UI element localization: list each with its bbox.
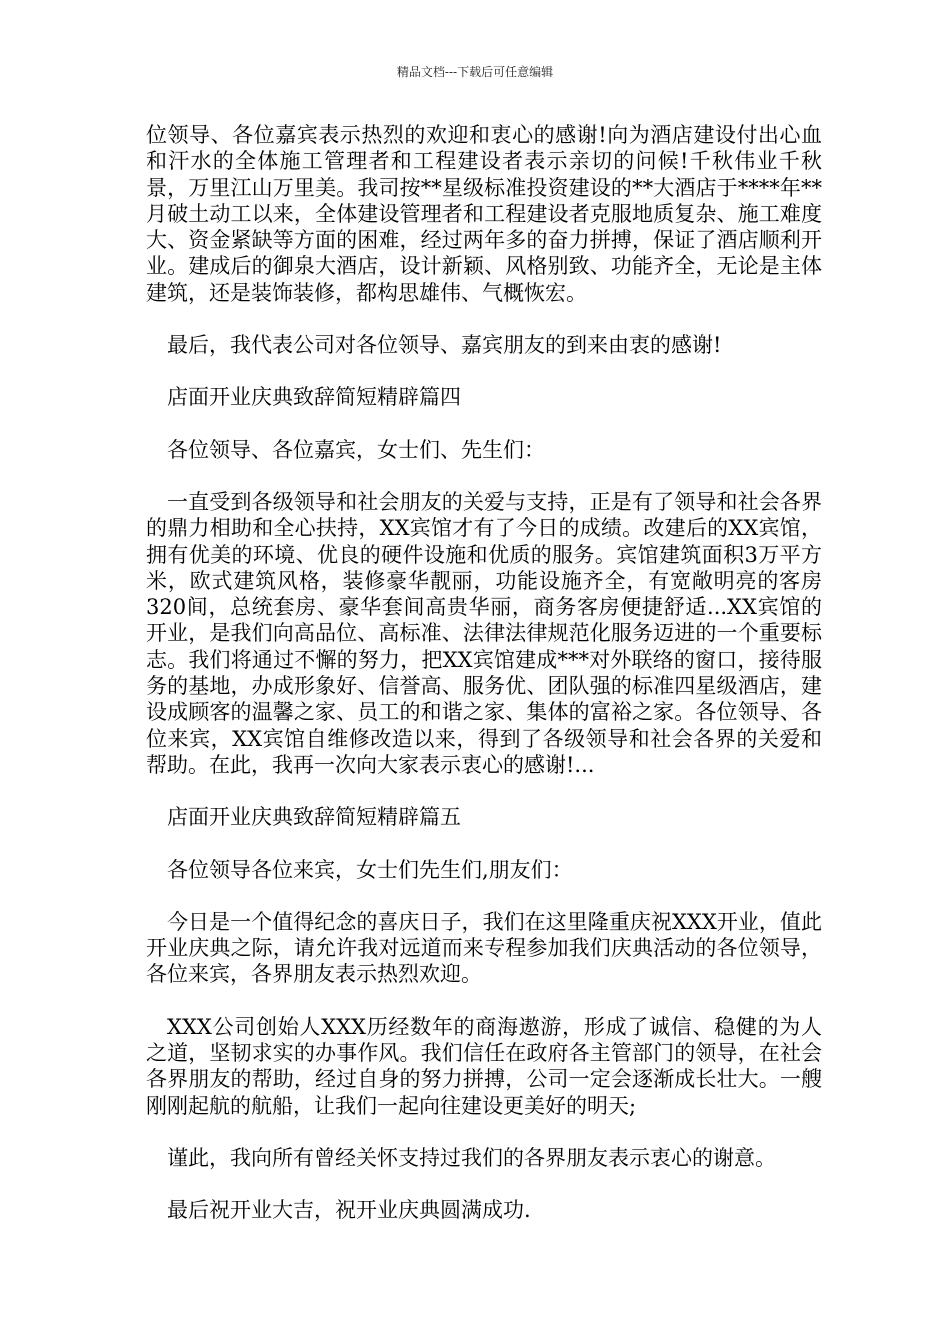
paragraph-final-wishes: 最后祝开业大吉，祝开业庆典圆满成功. — [167, 1198, 531, 1223]
document-body — [146, 122, 822, 1250]
paragraph-closing-thanks: 最后，我代表公司对各位领导、嘉宾朋友的到来由衷的感谢! — [167, 333, 722, 358]
section-heading-part-four: 店面开业庆典致辞简短精辟篇四 — [167, 385, 461, 410]
paragraph-greeting-four: 各位领导、各位嘉宾，女士们、先生们： — [167, 437, 545, 462]
page-header: 精品文档---下载后可任意编辑 — [396, 65, 554, 79]
paragraph-gratitude: 谨此，我向所有曾经关怀支持过我们的各界朋友表示衷心的谢意。 — [167, 1145, 776, 1170]
paragraph-celebration-welcome: 今日是一个值得纪念的喜庆日子，我们在这里隆重庆祝XXX开业，值此开业庆典之际，请允许我对远道而来专程参加我们庆典活动的各位领导，各位来宾，各界朋友表示热烈欢迎。 — [146, 909, 822, 987]
paragraph-opening-continuation: 位领导、各位嘉宾表示热烈的欢迎和衷心的感谢!向为酒店建设付出心血和汗水的全体施工管理者和工程建设者表示亲切的问候!千秋伟业千秋景，万里江山万里美。我司按**星级标准投资建设的**大酒店于****年**月破土动工以来，全体建设管理者和工程建设者克服地质复杂、施工难度大、资金紧缺等方面的困难，经过两年多的奋力拼搏，保证了酒店顺利开业。建成后的御泉大酒店，设计新颖、风格别致、功能齐全，无论是主体建筑，还是装饰装修，都构思雄伟、气概恢宏。 — [146, 123, 822, 305]
paragraph-hotel-speech: 一直受到各级领导和社会朋友的关爱与支持，正是有了领导和社会各界的鼎力相助和全心扶持，XX宾馆才有了今日的成绩。改建后的XX宾馆，拥有优美的环境、优良的硬件设施和优质的服务。宾馆建筑面积3万平方米，欧式建筑风格，装修豪华靓丽，功能设施齐全，有宽敞明亮的客房320间，总统套房、豪华套间高贵华丽，商务客房便捷舒适...XX宾馆的开业，是我们向高品位、高标准、法律法律规范化服务迈进的一个重要标志。我们将通过不懈的努力，把XX宾馆建成***对外联络的窗口，接待服务的基地，办成形象好、信誉高、服务优、团队强的标准四星级酒店，建设成顾客的温馨之家、员工的和谐之家、集体的富裕之家。各位领导、各位来宾，XX宾馆自维修改造以来，得到了各级领导和社会各界的关爱和帮助。在此，我再一次向大家表示衷心的感谢!... — [146, 489, 822, 777]
section-heading-part-five: 店面开业庆典致辞简短精辟篇五 — [167, 805, 461, 830]
paragraph-greeting-five: 各位领导各位来宾，女士们先生们,朋友们： — [167, 857, 573, 882]
paragraph-company-founder: XXX公司创始人XXX历经数年的商海遨游，形成了诚信、稳健的为人之道，坚韧求实的办事作风。我们信任在政府各主管部门的领导，在社会各界朋友的帮助，经过自身的努力拼搏，公司一定会逐渐成长壮大。一艘刚刚起航的航船，让我们一起向往建设更美好的明天; — [146, 1014, 822, 1118]
